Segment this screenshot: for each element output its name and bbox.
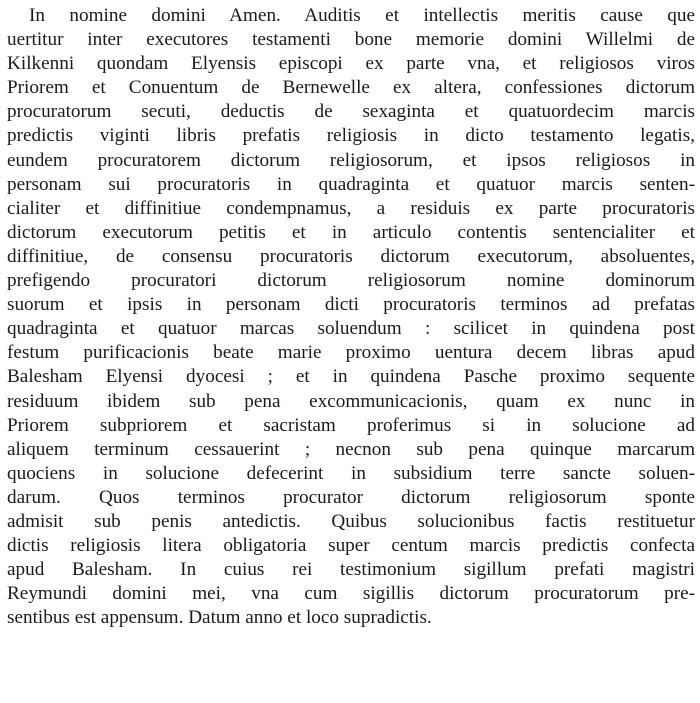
text-line: dictis religiosis litera obligatoria super centum marcis predictis confecta bbox=[7, 535, 695, 557]
text-line: quociens in solucione defecerint in subsidium terre sancte soluen- bbox=[7, 462, 695, 484]
text-line: In nomine domini Amen. Auditis et intellectis meritis cause que bbox=[29, 5, 695, 26]
text-line: festum purificacionis beate marie proximo uentura decem libras apud bbox=[7, 342, 695, 364]
text-line: prefigendo procuratori dictorum religiosorum nomine dominorum bbox=[7, 270, 695, 292]
text-line: predictis viginti libris prefatis religiosis in dicto testamento legatis, bbox=[7, 125, 695, 147]
text-line: quadraginta et quatuor marcas soluendum : scilicet in quindena post bbox=[7, 318, 695, 340]
text-line: cialiter et diffinitiue condempnamus, a residuis ex parte procuratoris bbox=[7, 197, 695, 219]
text-line: procuratorum secuti, deductis de sexaginta et quatuordecim marcis bbox=[7, 101, 695, 123]
text-line: residuum ibidem sub pena excommunicacionis, quam ex nunc in bbox=[7, 390, 695, 412]
text-line: apud Balesham. In cuius rei testimonium sigillum prefati magistri bbox=[7, 559, 695, 581]
text-line: Priorem subpriorem et sacristam proferimus si in solucione ad bbox=[7, 414, 695, 436]
text-line: aliquem terminum cessauerint ; necnon sub pena quinque marcarum bbox=[7, 438, 695, 460]
text-line: sentibus est appensum. Datum anno et loco supradictis. bbox=[7, 607, 432, 629]
document-text-block bbox=[7, 4, 695, 630]
text-line: admisit sub penis antedictis. Quibus solucionibus factis restituetur bbox=[7, 510, 695, 532]
text-line: uertitur inter executores testamenti bone memorie domini Willelmi de bbox=[7, 29, 695, 51]
text-line: personam sui procuratoris in quadraginta et quatuor marcis senten- bbox=[7, 173, 695, 195]
text-line: diffinitiue, de consensu procuratoris dictorum executorum, absoluentes, bbox=[7, 245, 695, 267]
text-line: Balesham Elyensi dyocesi ; et in quindena Pasche proximo sequente bbox=[7, 366, 695, 388]
text-line: eundem procuratorem dictorum religiosorum, et ipsos religiosos in bbox=[7, 149, 695, 171]
text-line: dictorum executorum petitis et in articulo contentis sentencialiter et bbox=[7, 221, 695, 243]
text-line: darum. Quos terminos procurator dictorum religiosorum sponte bbox=[7, 486, 695, 508]
text-line: Kilkenni quondam Elyensis episcopi ex parte vna, et religiosos viros bbox=[7, 53, 695, 75]
text-line: Reymundi domini mei, vna cum sigillis dictorum procuratorum pre- bbox=[7, 583, 695, 605]
text-line: suorum et ipsis in personam dicti procuratoris terminos ad prefatas bbox=[7, 294, 695, 316]
text-line: Priorem et Conuentum de Bernewelle ex altera, confessiones dictorum bbox=[7, 77, 695, 99]
